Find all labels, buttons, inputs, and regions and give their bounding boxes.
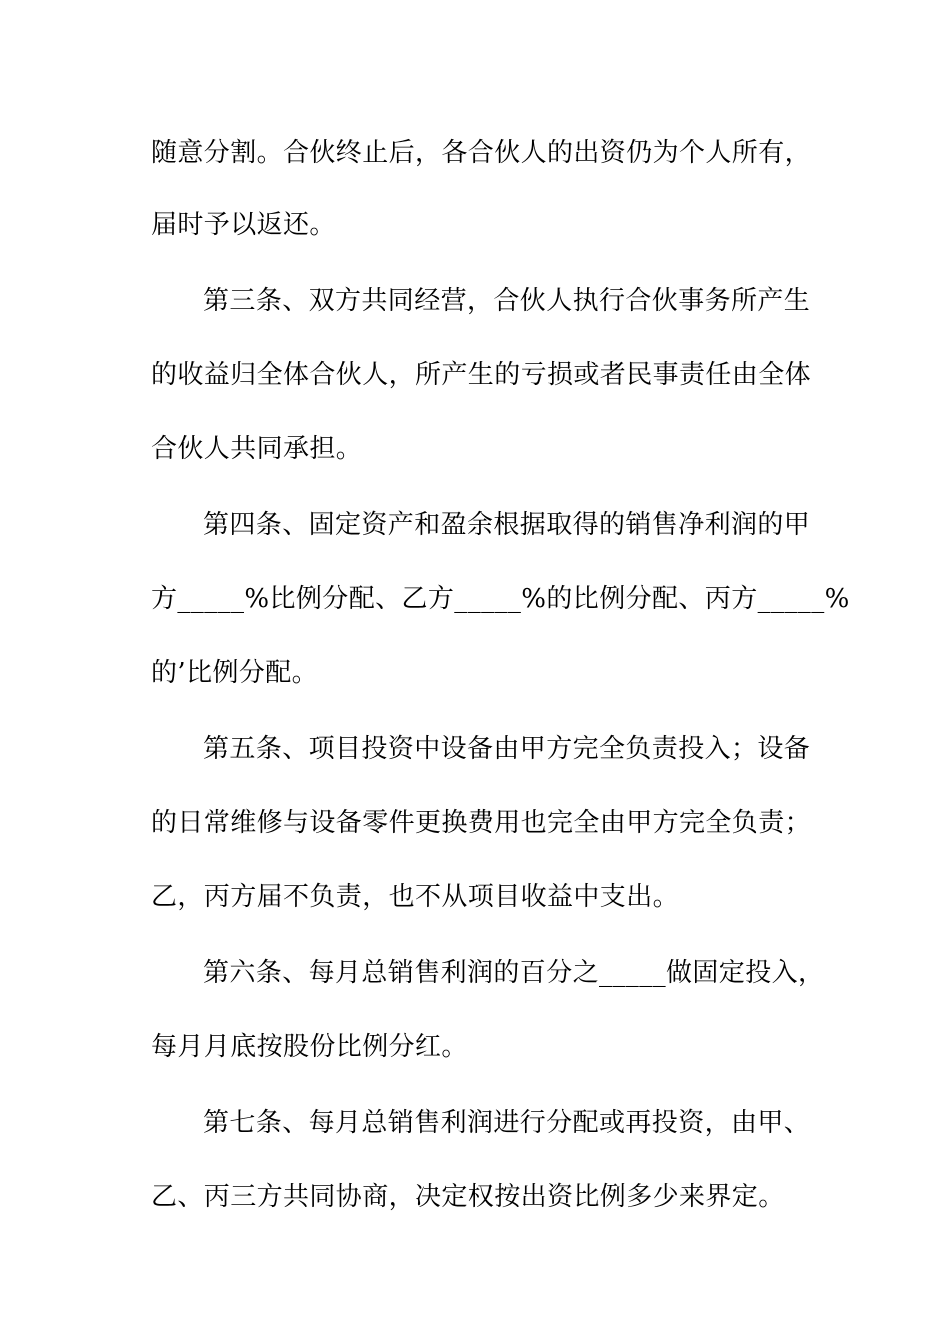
text-line: 随意分割。合伙终止后，各合伙人的出资仍为个人所有，	[151, 138, 812, 168]
text-line: 届时予以返还。	[151, 210, 336, 240]
clause-6-start: 第六条、每月总销售利润的百分之_____做固定投入，	[203, 958, 825, 988]
text-line: 乙，丙方届不负责，也不从项目收益中支出。	[151, 882, 680, 912]
text-line: 的’比例分配。	[151, 658, 319, 688]
text-line: 的日常维修与设备零件更换费用也完全由甲方完全负责；	[151, 808, 812, 838]
clause-3-start: 第三条、双方共同经营，合伙人执行合伙事务所产生	[203, 286, 811, 316]
text-line: 每月月底按股份比例分红。	[151, 1032, 468, 1062]
text-line: 方_____%比例分配、乙方_____%的比例分配、丙方_____%	[151, 584, 850, 614]
text-line: 乙、丙三方共同协商，决定权按出资比例多少来界定。	[151, 1182, 785, 1212]
clause-4-start: 第四条、固定资产和盈余根据取得的销售净利润的甲	[203, 510, 811, 540]
clause-7-start: 第七条、每月总销售利润进行分配或再投资，由甲、	[203, 1108, 811, 1138]
text-line: 的收益归全体合伙人，所产生的亏损或者民事责任由全体	[151, 360, 812, 390]
clause-5-start: 第五条、项目投资中设备由甲方完全负责投入；设备	[203, 734, 811, 764]
text-line: 合伙人共同承担。	[151, 434, 363, 464]
